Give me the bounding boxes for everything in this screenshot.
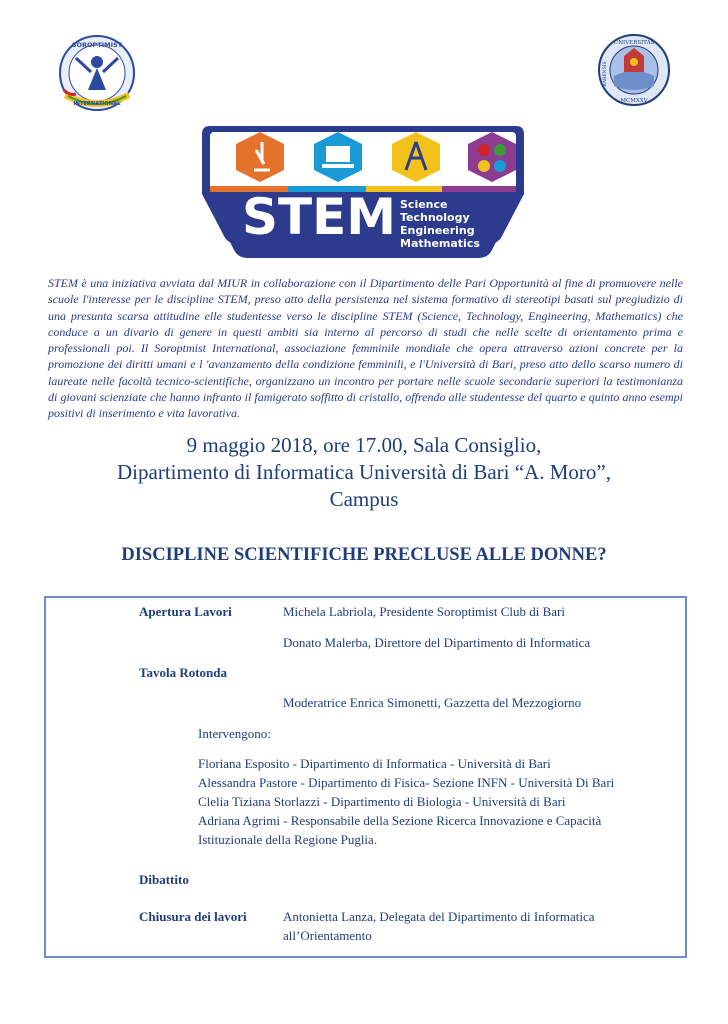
chiusura-label: Chiusura dei lavori: [139, 909, 247, 924]
apertura-label: Apertura Lavori: [139, 604, 232, 619]
event-date-line: 9 maggio 2018, ore 17.00, Sala Consiglio,: [186, 433, 542, 457]
discipline-technology: Technology: [400, 211, 470, 224]
logo-text-bottom: INTERNATIONAL: [73, 101, 121, 107]
event-campus-line: Campus: [329, 487, 399, 511]
program-box: [44, 596, 687, 958]
seal-text-bottom: MCMXXV: [620, 98, 648, 104]
speaker-item: Alessandra Pastore - Dipartimento di Fisica- Sezione INFN - Università Di Bari: [198, 775, 615, 790]
intro-paragraph: STEM è una iniziativa avviata dal MIUR in collaborazione con il Dipartimento delle Pari Opportunità al fine di promuovere nelle scuole l'interesse per le discipline STEM, preso atto della persistenza nel sistema formativo di stereotipi basati sul pregiudizio di una presunta scarsa attitudine elle studentesse verso le discipline STEM (Science, Technology, Engineering, Mathematics) che conduce a un divario di genere in questi ambiti sia interno al percorso di studi che nelle scelte di orientamento prima e professionali poi. Il Soroptmist International, associazione femminile mondiale che opera attraverso azioni concrete per la promozione dei diritti umani e l 'avanzamento della condizione femminili, e l'Università di Bari, preso atto dello scarso numero di laureate nelle facoltà tecnico-scientifiche, organizzano un incontro per portare nelle scuole secondarie superiori la testimonianza di giovani scienziate che hanno infranto il famigerato soffitto di cristallo, offrendo alle studentesse del quarto e quinto anno esempi positivi di inserimento e vita lavorativa.: [48, 276, 683, 421]
chiusura-speaker-continued: all’Orientamento: [283, 928, 372, 943]
discipline-mathematics: Mathematics: [400, 237, 480, 250]
seal-text-top: UNIVERSITAS: [613, 40, 655, 46]
university-seal: [598, 34, 670, 106]
speaker-item: Adriana Agrimi - Responsabile della Sezione Ricerca Innovazione e Capacità: [198, 813, 602, 828]
logo-text-top: SOROPTIMIST: [71, 41, 123, 49]
event-venue-line: Dipartimento di Informatica Università di Bari “A. Moro”,: [117, 460, 611, 484]
speaker-item: Clelia Tiziana Storlazzi - Dipartimento di Biologia - Università di Bari: [198, 794, 566, 809]
event-details: [0, 432, 728, 513]
chiusura-speaker: Antonietta Lanza, Delegata del Dipartimento di Informatica: [283, 909, 595, 924]
discipline-science: Science: [400, 198, 448, 211]
soroptimist-logo: [58, 34, 136, 112]
apertura-speaker-1: Michela Labriola, Presidente Soroptimist Club di Bari: [283, 604, 565, 619]
headline: DISCIPLINE SCIENTIFICHE PRECLUSE ALLE DONNE?: [121, 545, 607, 565]
stem-word: STEM: [242, 188, 397, 246]
speaker-item-continued: Istituzionale della Regione Puglia.: [198, 832, 378, 847]
apertura-speaker-2: Donato Malerba, Direttore del Dipartimento di Informatica: [283, 635, 591, 650]
moderatrice: Moderatrice Enrica Simonetti, Gazzetta del Mezzogiorno: [283, 695, 582, 710]
stem-banner: [202, 124, 524, 264]
speaker-item: Floriana Esposito - Dipartimento di Informatica - Università di Bari: [198, 756, 551, 771]
dibattito-label: Dibattito: [139, 872, 189, 887]
discipline-engineering: Engineering: [400, 224, 475, 237]
seal-text-left: BARENSIS: [603, 61, 608, 87]
intervengono-label: Intervengono:: [198, 726, 271, 741]
tavola-rotonda-label: Tavola Rotonda: [139, 665, 228, 680]
